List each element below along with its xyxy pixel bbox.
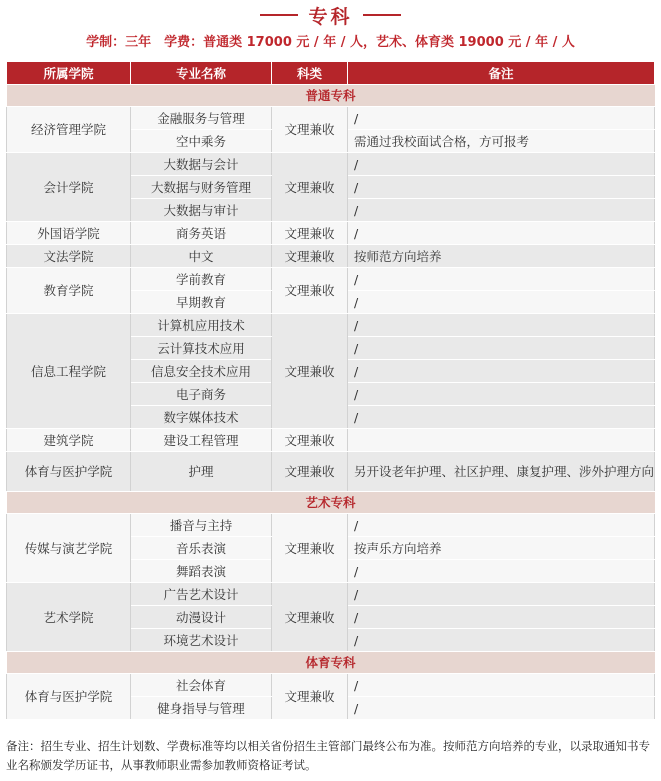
note-cell: / xyxy=(348,314,655,337)
footer-note: 备注：招生专业、招生计划数、学费标准等均以相关省份招生主管部门最终公布为准。按师范方向培养的专业，以录取通知书专业名称颁发学历证书，从事教师职业需参加教师资格证考试。 xyxy=(6,739,650,772)
note-cell: / xyxy=(348,176,655,199)
category-cell: 文理兼收 xyxy=(272,514,348,583)
major-cell: 电子商务 xyxy=(131,383,272,406)
note-cell: / xyxy=(348,222,655,245)
title-left-rule xyxy=(260,14,298,16)
major-cell: 中文 xyxy=(131,245,272,268)
major-cell: 计算机应用技术 xyxy=(131,314,272,337)
major-cell: 云计算技术应用 xyxy=(131,337,272,360)
category-cell: 文理兼收 xyxy=(272,245,348,268)
note-cell: / xyxy=(348,629,655,652)
note-cell: / xyxy=(348,199,655,222)
page-title: 专科 xyxy=(308,5,353,28)
table-row xyxy=(7,245,655,268)
major-cell: 动漫设计 xyxy=(131,606,272,629)
header-category: 科类 xyxy=(272,62,348,85)
category-cell: 文理兼收 xyxy=(272,583,348,652)
table-row xyxy=(7,222,655,245)
major-cell: 广告艺术设计 xyxy=(131,583,272,606)
note-cell: / xyxy=(348,337,655,360)
major-cell: 金融服务与管理 xyxy=(131,107,272,130)
category-cell: 文理兼收 xyxy=(272,429,348,452)
table-row xyxy=(7,674,655,697)
college-cell: 会计学院 xyxy=(7,153,131,222)
majors-table xyxy=(6,61,655,720)
header-note: 备注 xyxy=(348,62,655,85)
note-cell: / xyxy=(348,107,655,130)
note-cell xyxy=(348,429,655,452)
table-row xyxy=(7,429,655,452)
major-cell: 信息安全技术应用 xyxy=(131,360,272,383)
table-body xyxy=(7,85,655,720)
note-cell: 按声乐方向培养 xyxy=(348,537,655,560)
major-cell: 大数据与财务管理 xyxy=(131,176,272,199)
note-cell: / xyxy=(348,606,655,629)
major-cell: 商务英语 xyxy=(131,222,272,245)
major-cell: 数字媒体技术 xyxy=(131,406,272,429)
fee-info: 学制：三年 学费：普通类 17000 元 / 年 / 人，艺术、体育类 19000 元 / 年 / 人 xyxy=(86,35,575,50)
major-cell: 环境艺术设计 xyxy=(131,629,272,652)
college-cell: 经济管理学院 xyxy=(7,107,131,153)
section-row xyxy=(7,492,655,514)
college-cell: 信息工程学院 xyxy=(7,314,131,429)
college-cell: 文法学院 xyxy=(7,245,131,268)
note-cell: / xyxy=(348,383,655,406)
college-cell: 体育与医护学院 xyxy=(7,674,131,720)
section-row xyxy=(7,652,655,674)
table-row xyxy=(7,153,655,176)
note-cell: / xyxy=(348,697,655,720)
section-title: 艺术专科 xyxy=(7,492,655,514)
note-cell: / xyxy=(348,360,655,383)
header-major: 专业名称 xyxy=(131,62,272,85)
college-cell: 艺术学院 xyxy=(7,583,131,652)
major-cell: 空中乘务 xyxy=(131,130,272,153)
major-cell: 播音与主持 xyxy=(131,514,272,537)
category-cell: 文理兼收 xyxy=(272,314,348,429)
title-right-rule xyxy=(363,14,401,16)
major-cell: 音乐表演 xyxy=(131,537,272,560)
college-cell: 外国语学院 xyxy=(7,222,131,245)
major-cell: 早期教育 xyxy=(131,291,272,314)
category-cell: 文理兼收 xyxy=(272,153,348,222)
table-row xyxy=(7,107,655,130)
note-cell: / xyxy=(348,560,655,583)
note-cell: / xyxy=(348,291,655,314)
header-college: 所属学院 xyxy=(7,62,131,85)
section-title: 体育专科 xyxy=(7,652,655,674)
note-cell: 按师范方向培养 xyxy=(348,245,655,268)
major-cell: 大数据与会计 xyxy=(131,153,272,176)
college-cell: 建筑学院 xyxy=(7,429,131,452)
table-row xyxy=(7,583,655,606)
page-title-row xyxy=(0,0,661,30)
table-row xyxy=(7,514,655,537)
note-cell: 需通过我校面试合格，方可报考 xyxy=(348,130,655,153)
major-cell: 社会体育 xyxy=(131,674,272,697)
note-cell: / xyxy=(348,153,655,176)
category-cell: 文理兼收 xyxy=(272,268,348,314)
major-cell: 护理 xyxy=(131,452,272,492)
category-cell: 文理兼收 xyxy=(272,674,348,720)
category-cell: 文理兼收 xyxy=(272,452,348,492)
note-cell: / xyxy=(348,583,655,606)
note-cell: 另开设老年护理、社区护理、康复护理、涉外护理方向 xyxy=(348,452,655,492)
college-cell: 传媒与演艺学院 xyxy=(7,514,131,583)
section-title: 普通专科 xyxy=(7,85,655,107)
college-cell: 教育学院 xyxy=(7,268,131,314)
major-cell: 学前教育 xyxy=(131,268,272,291)
table-row xyxy=(7,314,655,337)
note-cell: / xyxy=(348,406,655,429)
section-row xyxy=(7,85,655,107)
note-cell: / xyxy=(348,514,655,537)
category-cell: 文理兼收 xyxy=(272,107,348,153)
table-row xyxy=(7,268,655,291)
major-cell: 建设工程管理 xyxy=(131,429,272,452)
major-cell: 大数据与审计 xyxy=(131,199,272,222)
table-row xyxy=(7,452,655,492)
table-header xyxy=(7,62,655,85)
major-cell: 舞蹈表演 xyxy=(131,560,272,583)
major-cell: 健身指导与管理 xyxy=(131,697,272,720)
note-cell: / xyxy=(348,268,655,291)
note-cell: / xyxy=(348,674,655,697)
category-cell: 文理兼收 xyxy=(272,222,348,245)
college-cell: 体育与医护学院 xyxy=(7,452,131,492)
